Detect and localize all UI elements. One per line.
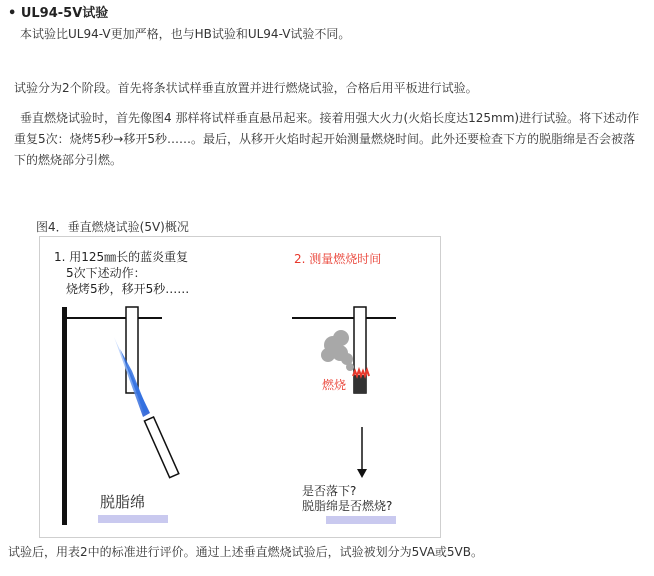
cotton-right [326, 516, 396, 524]
cotton-left [98, 515, 168, 523]
section-heading: • UL94-5V试验 [8, 6, 109, 21]
cotton-label: 脱脂绵 [100, 493, 146, 511]
burning-label: 燃烧 [322, 378, 347, 392]
step1-line1: 1. 用125㎜长的蓝炎重复 [54, 250, 189, 264]
specimen-burnt-tip [354, 375, 366, 393]
burner [144, 417, 178, 478]
paragraph-intro: 本试验比UL94-V更加严格，也与HB试验和UL94-V试验不同。 [20, 27, 351, 41]
step2-label: 2. 测量燃烧时间 [294, 252, 382, 266]
paragraph-procedure: 垂直燃烧试验时，首先像图4 那样将试样垂直悬吊起来。接着用强大火力(火焰长度达125mm)进行试验。将下述动作重复5次：烧烤5秒→移开5秒……。最后，从移开火焰时起开始测量燃烧时间。此外还要检查下方的脱脂绵是否会被落下的燃烧部分引燃。 [14, 111, 640, 167]
stand-pole [62, 307, 67, 525]
paragraph-stages: 试验分为2个阶段。首先将条状试样垂直放置并进行燃烧试验，合格后用平板进行试验。 [14, 81, 478, 95]
question-line1: 是否落下? [302, 484, 357, 498]
smoke [321, 330, 354, 371]
figure-caption: 图4．垂直燃烧试验(5V)概况 [36, 220, 189, 234]
paragraph-evaluation: 试验后，用表2中的标准进行评价。通过上述垂直燃烧试验后，试验被划分为5VA或5VB。 [8, 545, 483, 559]
question-line2: 脱脂绵是否燃烧? [302, 499, 393, 513]
diagram-svg [40, 237, 440, 537]
step1-line3: 烧烤5秒，移开5秒…… [66, 282, 190, 296]
step1-line2: 5次下述动作： [66, 266, 146, 280]
figure-diagram [39, 236, 441, 538]
drop-arrow-head [357, 469, 367, 478]
